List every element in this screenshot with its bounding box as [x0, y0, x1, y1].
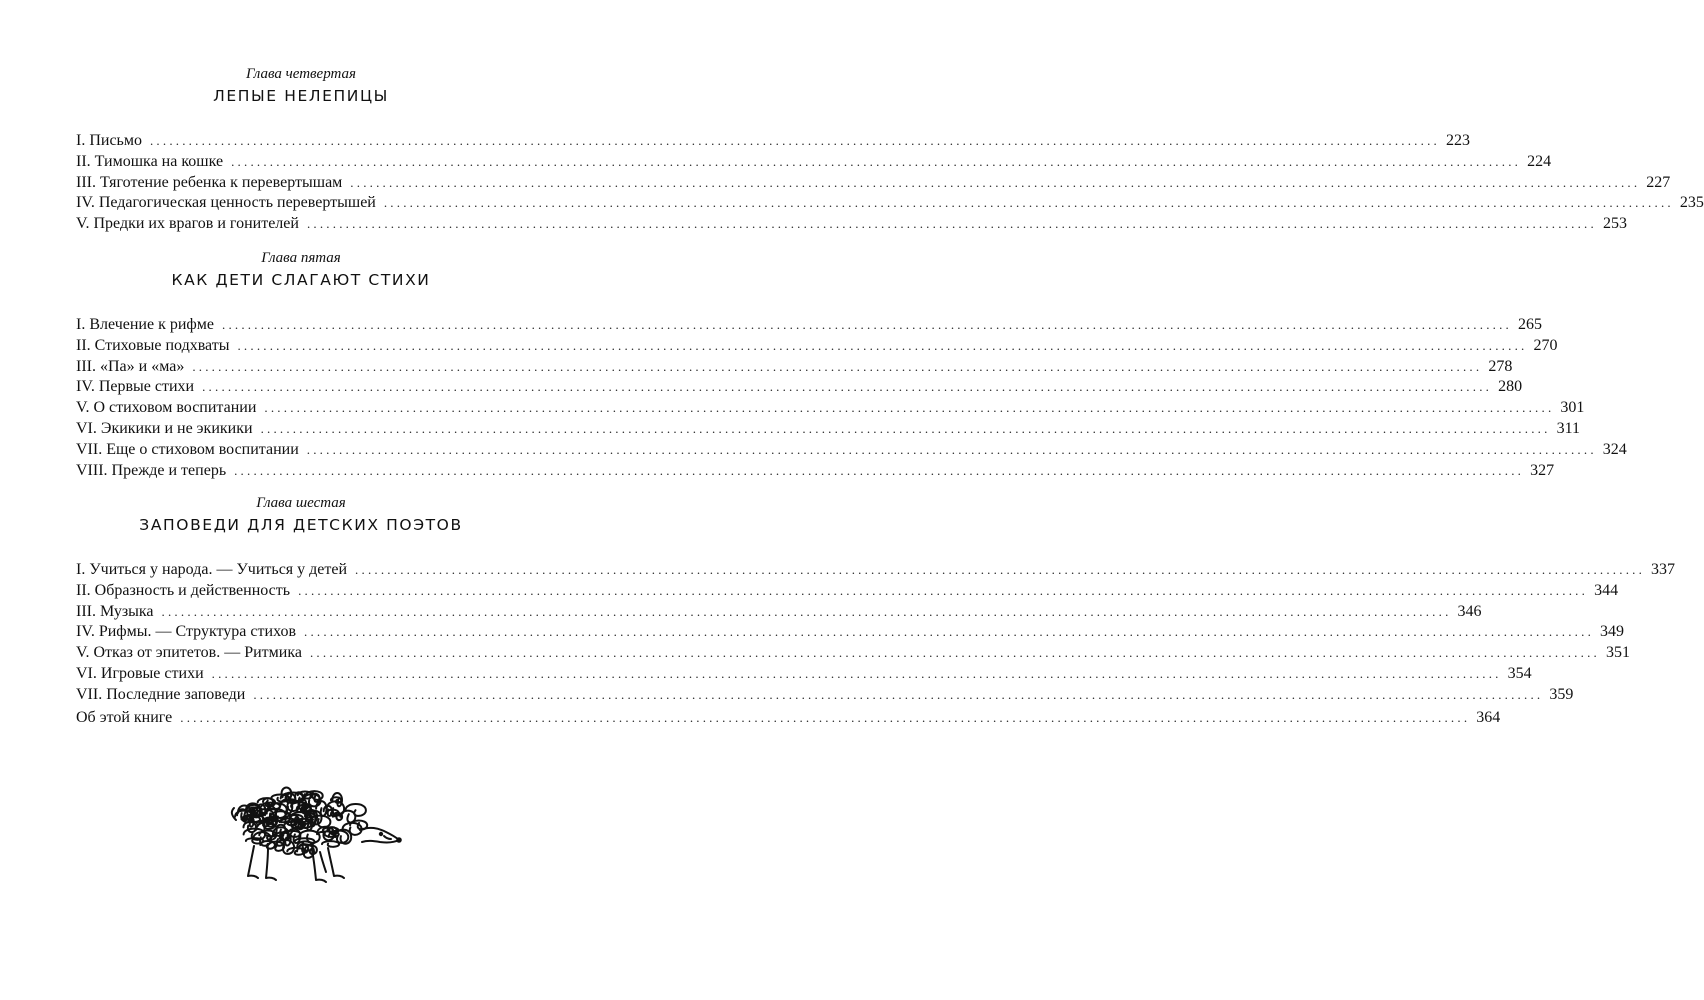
toc-entry-page: 280: [1498, 378, 1523, 396]
toc-list: [76, 315, 1627, 481]
toc-entry[interactable]: [76, 708, 1501, 729]
chapter-title: ЛЕПЫЕ НЕЛЕПИЦЫ: [213, 87, 389, 105]
toc-entry-page: 235: [1679, 194, 1704, 212]
toc-entry-page: 227: [1646, 173, 1671, 191]
toc-entry-page: 223: [1445, 132, 1470, 149]
toc-entry[interactable]: [76, 581, 1619, 602]
toc-entry-page: 354: [1507, 664, 1532, 682]
toc-entry-label: VI. Экикики и не экикики: [76, 419, 253, 437]
toc-list: [76, 131, 1704, 235]
dot-leader: ........................................................................................................................................................................................................: [306, 441, 1597, 457]
chapter-title: КАК ДЕТИ СЛАГАЮТ СТИХИ: [171, 271, 431, 289]
toc-entry-page: 265: [1518, 316, 1542, 333]
toc-entry-page: 253: [1602, 215, 1627, 233]
toc-entry-label: IV. Рифмы. — Структура стихов: [76, 623, 297, 641]
toc-entry-label: III. Музыка: [76, 602, 154, 620]
chapter-5: [76, 249, 1627, 481]
toc-entry-label: II. Образность и действенность: [76, 581, 291, 599]
toc-entry[interactable]: [76, 214, 1627, 235]
dot-leader: ........................................................................................................................................................................................................: [237, 337, 1528, 353]
afterword-entry: [76, 708, 1501, 729]
toc-entry-page: 301: [1560, 399, 1585, 417]
toc-entry-label: VIII. Прежде и теперь: [76, 461, 227, 479]
toc-entry[interactable]: [76, 643, 1630, 664]
toc-entry-label: III. Тяготение ребенка к перевертышам: [76, 173, 343, 191]
chapter-kicker: Глава четвертая: [245, 66, 357, 82]
dot-leader: ........................................................................................................................................................................................................: [260, 420, 1551, 436]
toc-entry-label: II. Тимошка на кошке: [76, 152, 224, 170]
toc-entry[interactable]: [76, 173, 1671, 194]
toc-entry[interactable]: [76, 152, 1552, 173]
toc-entry[interactable]: [76, 685, 1574, 706]
toc-entry[interactable]: [76, 357, 1513, 378]
dot-leader: ........................................................................................................................................................................................................: [355, 562, 1646, 577]
dot-leader: ........................................................................................................................................................................................................: [149, 133, 1440, 148]
toc-entry[interactable]: [76, 131, 1470, 152]
dot-leader: ........................................................................................................................................................................................................: [309, 645, 1600, 661]
toc-entry-page: 344: [1594, 581, 1619, 599]
toc-entry-page: 349: [1600, 623, 1625, 641]
dot-leader: ........................................................................................................................................................................................................: [253, 686, 1544, 702]
toc-entry-label: I. Письмо: [76, 132, 142, 149]
toc-entry-label: V. Предки их врагов и гонителей: [76, 215, 299, 233]
toc-list: [76, 560, 1676, 706]
toc-entry-page: 364: [1476, 709, 1501, 726]
dot-leader: ........................................................................................................................................................................................................: [234, 462, 1525, 478]
scribble-loop: [322, 841, 339, 847]
toc-entry[interactable]: [76, 398, 1585, 419]
toc-entry[interactable]: [76, 336, 1558, 357]
dot-leader: ........................................................................................................................................................................................................: [304, 624, 1595, 640]
toc-entry-page: 346: [1457, 602, 1482, 620]
toc-entry[interactable]: [76, 602, 1482, 623]
toc-entry-label: I. Влечение к рифме: [76, 316, 214, 333]
chapter-kicker: Глава шестая: [256, 495, 346, 511]
scribbled-hedgehog-drawing-icon: [228, 780, 408, 890]
toc-entry[interactable]: [76, 622, 1625, 643]
toc-entry-label: III. «Па» и «ма»: [76, 357, 185, 375]
toc-entry[interactable]: [76, 315, 1542, 336]
toc-entry-label: V. Отказ от эпитетов. — Ритмика: [76, 644, 302, 662]
chapter-title: ЗАПОВЕДИ ДЛЯ ДЕТСКИХ ПОЭТОВ: [139, 516, 463, 534]
dot-leader: ........................................................................................................................................................................................................: [222, 317, 1512, 332]
toc-entry-page: 337: [1651, 561, 1676, 578]
toc-entry-label: Об этой книге: [76, 709, 173, 726]
toc-entry-label: VI. Игровые стихи: [76, 664, 204, 682]
toc-entry-page: 324: [1602, 440, 1627, 458]
dot-leader: ........................................................................................................................................................................................................: [383, 195, 1674, 211]
toc-entry-page: 351: [1605, 644, 1630, 662]
toc-entry[interactable]: [76, 560, 1676, 581]
dot-leader: ........................................................................................................................................................................................................: [306, 216, 1597, 232]
toc-entry-label: VII. Еще о стиховом воспитании: [76, 440, 299, 458]
toc-entry-label: IV. Педагогическая ценность перевертышей: [76, 194, 376, 212]
dot-leader: ........................................................................................................................................................................................................: [202, 379, 1493, 395]
toc-entry-label: VII. Последние заповеди: [76, 685, 246, 703]
toc-entry[interactable]: [76, 664, 1532, 685]
dot-leader: ........................................................................................................................................................................................................: [180, 710, 1471, 725]
toc-entry-page: 270: [1533, 336, 1558, 354]
toc-entry[interactable]: [76, 461, 1555, 482]
dot-leader: ........................................................................................................................................................................................................: [192, 358, 1483, 374]
toc-entry-label: V. О стиховом воспитании: [76, 399, 257, 417]
toc-entry[interactable]: [76, 440, 1627, 461]
toc-entry-page: 327: [1530, 461, 1555, 479]
toc-entry-page: 359: [1549, 685, 1574, 703]
dot-leader: ........................................................................................................................................................................................................: [211, 665, 1502, 681]
toc-entry-page: 278: [1488, 357, 1513, 375]
chapter-6: [76, 494, 1676, 706]
toc-entry-page: 311: [1556, 419, 1580, 437]
toc-entry[interactable]: [76, 419, 1580, 440]
dot-leader: ........................................................................................................................................................................................................: [161, 603, 1452, 619]
chapter-kicker: Глава пятая: [261, 250, 341, 266]
toc-entry-label: I. Учиться у народа. — Учиться у детей: [76, 561, 348, 578]
dot-leader: ........................................................................................................................................................................................................: [264, 400, 1555, 416]
toc-entry-page: 224: [1527, 152, 1552, 170]
toc-entry[interactable]: [76, 193, 1704, 214]
dot-leader: ........................................................................................................................................................................................................: [231, 153, 1522, 169]
toc-entry-label: IV. Первые стихи: [76, 378, 195, 396]
toc-entry-label: II. Стиховые подхваты: [76, 336, 230, 354]
dot-leader: ........................................................................................................................................................................................................: [350, 174, 1641, 190]
toc-entry[interactable]: [76, 377, 1523, 398]
chapter-4: [76, 65, 1704, 235]
dot-leader: ........................................................................................................................................................................................................: [298, 582, 1589, 598]
